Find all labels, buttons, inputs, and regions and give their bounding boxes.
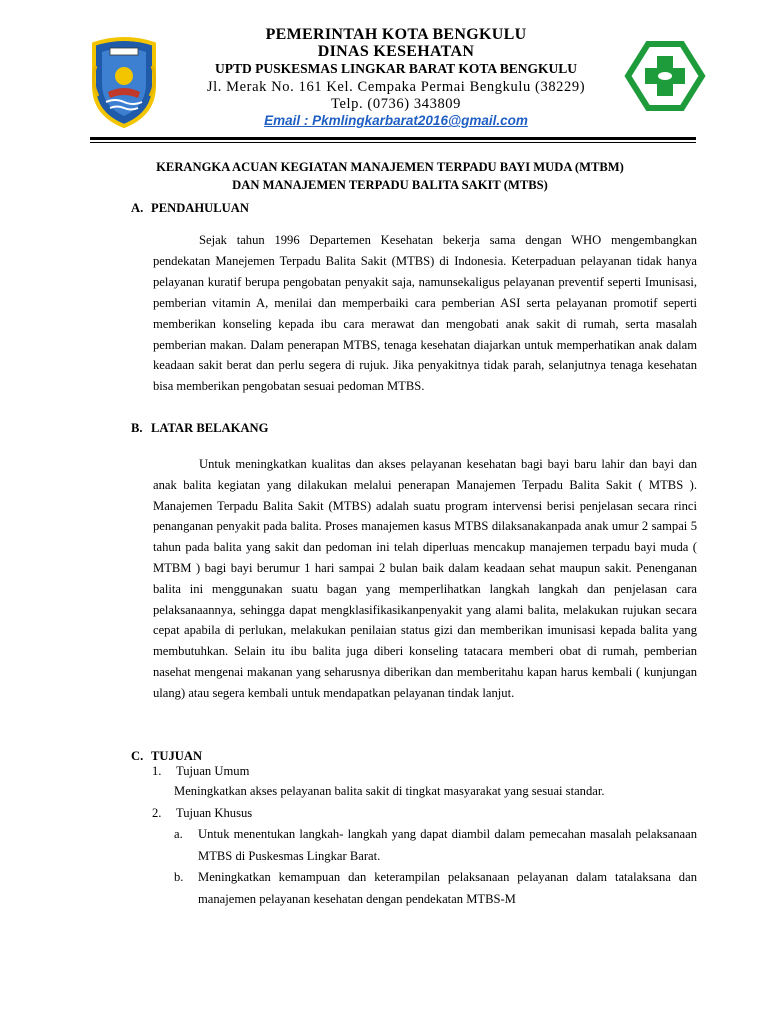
letterhead-divider-thick: [90, 137, 696, 140]
tujuan-umum-text: Meningkatkan akses pelayanan balita sakit di tingkat masyarakat yang sesuai standar.: [174, 784, 605, 798]
letterhead-address: Jl. Merak No. 161 Kel. Cempaka Permai Bengkulu (38229): [206, 79, 586, 95]
list-number: 1.: [152, 764, 162, 778]
letterhead-phone: Telp. (0736) 343809: [331, 96, 461, 112]
section-title: TUJUAN: [151, 749, 203, 763]
sub-list-letter: b.: [174, 870, 184, 884]
section-letter: B.: [131, 421, 143, 435]
section-heading-tujuan: [131, 749, 202, 764]
letterhead-government: PEMERINTAH KOTA BENGKULU: [265, 26, 527, 43]
paragraph-pendahuluan: Sejak tahun 1996 Departemen Kesehatan bekerja sama dengan WHO mengembangkan pendekatan Manejemen Terpadu Balita Sakit (MTBS) di Indonesia. Keterpaduan pelayanan tidak hanya pelayanan kuratif berupa pengobatan penyakit saja, namunsekaligus pelayanan preventif seperti Imunisasi, pemberian vitamin A, menilai dan memperbaiki cara pemberian ASI serta pelayanan promotif seperti memberikan konseling kepada ibu cara merawat dan mengobati anak sakit di rumah, serta masalah pemberian makan. Dalam penerapan MTBS, tenaga kesehatan diajarkan untuk memperhatikan anak dalam keadaan sakit berat dan perlu segera di rujuk. Jika penyakitnya tidak parah, selanjutnya tenaga kesehatan bisa memberikan pengobatan sesuai pedoman MTBS.: [153, 233, 697, 394]
letterhead-divider-thin: [90, 142, 696, 143]
email-address: Pkmlingkarbarat2016@gmail.com: [312, 113, 528, 128]
paragraph-latar-belakang: Untuk meningkatkan kualitas dan akses pelayanan kesehatan bagi bayi baru lahir dan bayi dan anak balita kegiatan yang dilakukan melalui penerapan Manajemen Terpadu Balita Sakit ( MTBS ). Manajemen Terpadu Balita Sakit (MTBS) adalah suatu program intervensi berisi penjelasan secara rinci penanganan penyakit pada balita. Proses manajemen kasus MTBS dilaksanakanpada anak umur 2 sampai 5 tahun pada balita yang sakit dan pedoman ini telah diperluas mencakup manajemen terpadu bayi muda ( MTBM ) bagi bayi berumur 1 hari sampai 2 bulan baik dalam keadaan sehat maupun sakit. Penenganan balita ini menggunakan suatu bagan yang memperlihatkan langkah langkah dan penjelasan cara pelaksanaannya, sehingga dapat mengklasifikasikanpenyakit yang alami balita, melakukan rujukan secara cepat apabila di perlukan, melakukan penilaian status gizi dan memberikan imunisasi kepada balita yang membutuhkan. Selain itu ibu balita juga diberi konseling tatacara memberi obat di rumah, pemberian nasehat mengenai makanan yang seharusnya diberikan dan memberitahu kapan harus kembali ( kunjungan ulang) atau segera kembali untuk mendapatkan pelayanan tindak lanjut.: [153, 457, 697, 700]
section-title: PENDAHULUAN: [151, 201, 249, 215]
letterhead-unit: UPTD PUSKESMAS LINGKAR BARAT KOTA BENGKULU: [215, 61, 577, 76]
section-heading-latar-belakang: [131, 421, 268, 436]
city-crest-logo: [88, 36, 160, 128]
email-label: Email :: [264, 113, 313, 128]
tujuan-khusus-item: [152, 806, 252, 821]
tujuan-umum-item: [152, 764, 249, 779]
document-title-line2: DAN MANAJEMEN TERPADU BALITA SAKIT (MTBS): [232, 178, 548, 192]
sub-list-letter: a.: [174, 827, 183, 841]
list-number: 2.: [152, 806, 162, 820]
section-letter: C.: [131, 749, 144, 763]
tujuan-khusus-sub-b: [174, 866, 697, 910]
puskesmas-cross-logo: [624, 40, 706, 112]
letterhead-email-line: [172, 113, 620, 128]
tujuan-khusus-sub-a: [174, 823, 697, 867]
sub-list-text: Untuk menentukan langkah- langkah yang dapat diambil dalam pemecahan masalah pelaksanaan MTBS di Puskesmas Lingkar Barat.: [198, 827, 697, 863]
document-title-line1: KERANGKA ACUAN KEGIATAN MANAJEMEN TERPADU BAYI MUDA (MTBM): [156, 160, 624, 174]
section-heading-pendahuluan: [131, 201, 249, 216]
section-letter: A.: [131, 201, 144, 215]
sub-list-text: Meningkatkan kemampuan dan keterampilan pelaksanaan pelayanan dalam tatalaksana dan manajemen pelayanan kesehatan dengan pendekatan MTBS-M: [198, 870, 697, 906]
list-label: Tujuan Khusus: [176, 806, 253, 820]
letterhead-department: DINAS KESEHATAN: [317, 43, 475, 60]
section-title: LATAR BELAKANG: [151, 421, 269, 435]
list-label: Tujuan Umum: [176, 764, 250, 778]
